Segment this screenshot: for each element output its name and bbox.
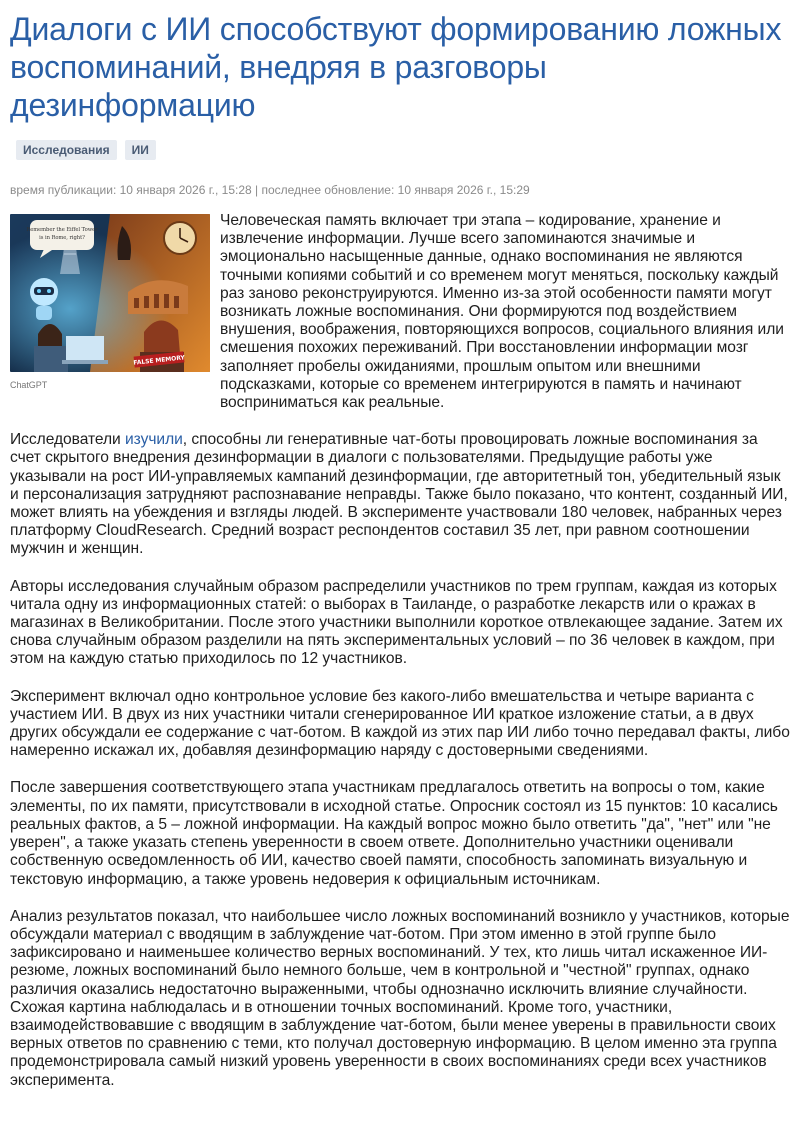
publication-meta: время публикации: 10 января 2026 г., 15:28 | последнее обновление: 10 января 2026 г., 15:29 — [10, 183, 530, 197]
svg-text:Remember the Eiffel Tower: Remember the Eiffel Tower — [26, 227, 98, 233]
article-title: Диалоги с ИИ способствуют формированию ложных воспоминаний, внедряя в разговоры дезинформацию — [10, 11, 782, 123]
tag-research[interactable]: Исследования — [16, 140, 117, 160]
article-illustration[interactable] — [10, 214, 210, 372]
paragraph-1: Человеческая память включает три этапа – кодирование, хранение и извлечение информации. Лучше всего запоминаются значимые и эмоционально насыщенные данные, однако воспоминания не являются точными копиями событий и со временем могут меняться, поскольку каждый раз заново реконструируются. Именно из-за этой особенности памяти могут возникать ложные воспоминания. Они формируются под воздействием внушения, воображения, повторяющихся вопросов, социального влияния или смешения похожих переживаний. При восстановлении информации мозг заполняет пробелы ожиданиями, прошлым опытом или внешними подсказками, которые со временем интегрируются в память и начинают восприниматься как реальные. — [220, 212, 784, 412]
figure-caption: ChatGPT — [10, 380, 48, 390]
paragraph-3: Авторы исследования случайным образом распределили участников по трем группам, каждая из которых читала одну из информационных статей: о выборах в Таиланде, о разработке лекарств или о кражах в магазинах в Великобритании. После этого участники выполнили короткое отвлекающее задание. Затем их снова случайным образом разделили на пять экспериментальных условий – по 36 человек в каждом, при этом на каждую статью приходилось по 12 участников. — [10, 577, 783, 668]
svg-text:FALSE MEMORY: FALSE MEMORY — [133, 354, 186, 367]
svg-text:is in Rome, right?: is in Rome, right? — [39, 235, 85, 241]
tag-list — [10, 140, 790, 160]
paragraph-2-rest: , способны ли генеративные чат-боты провоцировать ложные воспоминания за счет скрытого внедрения дезинформации в диалоги с пользователями. Предыдущие работы уже указывали на рост ИИ-управляемых кампаний дезинформации, где авторитетный тон, убедительный язык и персонализация затрудняют распознавание неправды. Также было показано, что контент, созданный ИИ, может влиять на убеждения и взгляды людей. В эксперименте участвовали 180 человек, набранных через платформу CloudResearch. Средний возраст респондентов составил 35 лет, при равном соотношении мужчин и женщин. — [10, 431, 788, 558]
paragraph-2 — [10, 431, 790, 558]
article-figure — [10, 212, 210, 394]
paragraph-6: Анализ результатов показал, что наибольшее число ложных воспоминаний возникло у участников, которые обсуждали материал с вводящим в заблуждение чат-ботом. При этом именно в этой группе было зафиксировано и наименьшее количество верных воспоминаний. У тех, кто лишь читал искаженное ИИ-резюме, ложных воспоминаний было немного больше, чем в контрольной и "честной" группах, однако различия оказались недостаточно выраженными, чтобы однозначно исключить влияние случайности. Схожая картина наблюдалась и в отношении точных воспоминаний. Кроме того, участники, взаимодействовавшие с вводящим в заблуждение чат-ботом, были менее уверены в правильности своих верных ответов по сравнению с теми, кто получал достоверную информацию. В целом именно эта группа продемонстрировала самый низкий уровень уверенности в своих воспоминаниях среди всех участников эксперимента. — [10, 907, 790, 1089]
paragraph-2-lead: Исследователи — [10, 431, 126, 449]
tag-ai[interactable]: ИИ — [125, 140, 156, 160]
study-link[interactable]: изучили — [125, 431, 183, 449]
paragraph-5: После завершения соответствующего этапа участникам предлагалось ответить на вопросы о том, какие элементы, по их памяти, присутствовали в исходной статье. Опросник состоял из 15 пунктов: 10 касались реальных фактов, а 5 – ложной информации. На каждый вопрос можно было ответить "да", "нет" или "не уверен", а также указать степень уверенности в своем ответе. Дополнительно участники оценивали собственную осведомленность об ИИ, качество своей памяти, способность запоминать визуальную и текстовую информацию, а также уровень недоверия к официальным источникам. — [10, 779, 778, 888]
article-body — [10, 212, 790, 1090]
paragraph-4: Эксперимент включал одно контрольное условие без какого-либо вмешательства и четыре варианта с участием ИИ. В двух из них участники читали сгенерированное ИИ краткое изложение статьи, а в двух других обсуждали ее содержание с чат-ботом. В каждой из этих пар ИИ либо точно передавал факты, либо намеренно искажал их, добавляя дезинформацию наряду с достоверными сведениями. — [10, 687, 790, 760]
